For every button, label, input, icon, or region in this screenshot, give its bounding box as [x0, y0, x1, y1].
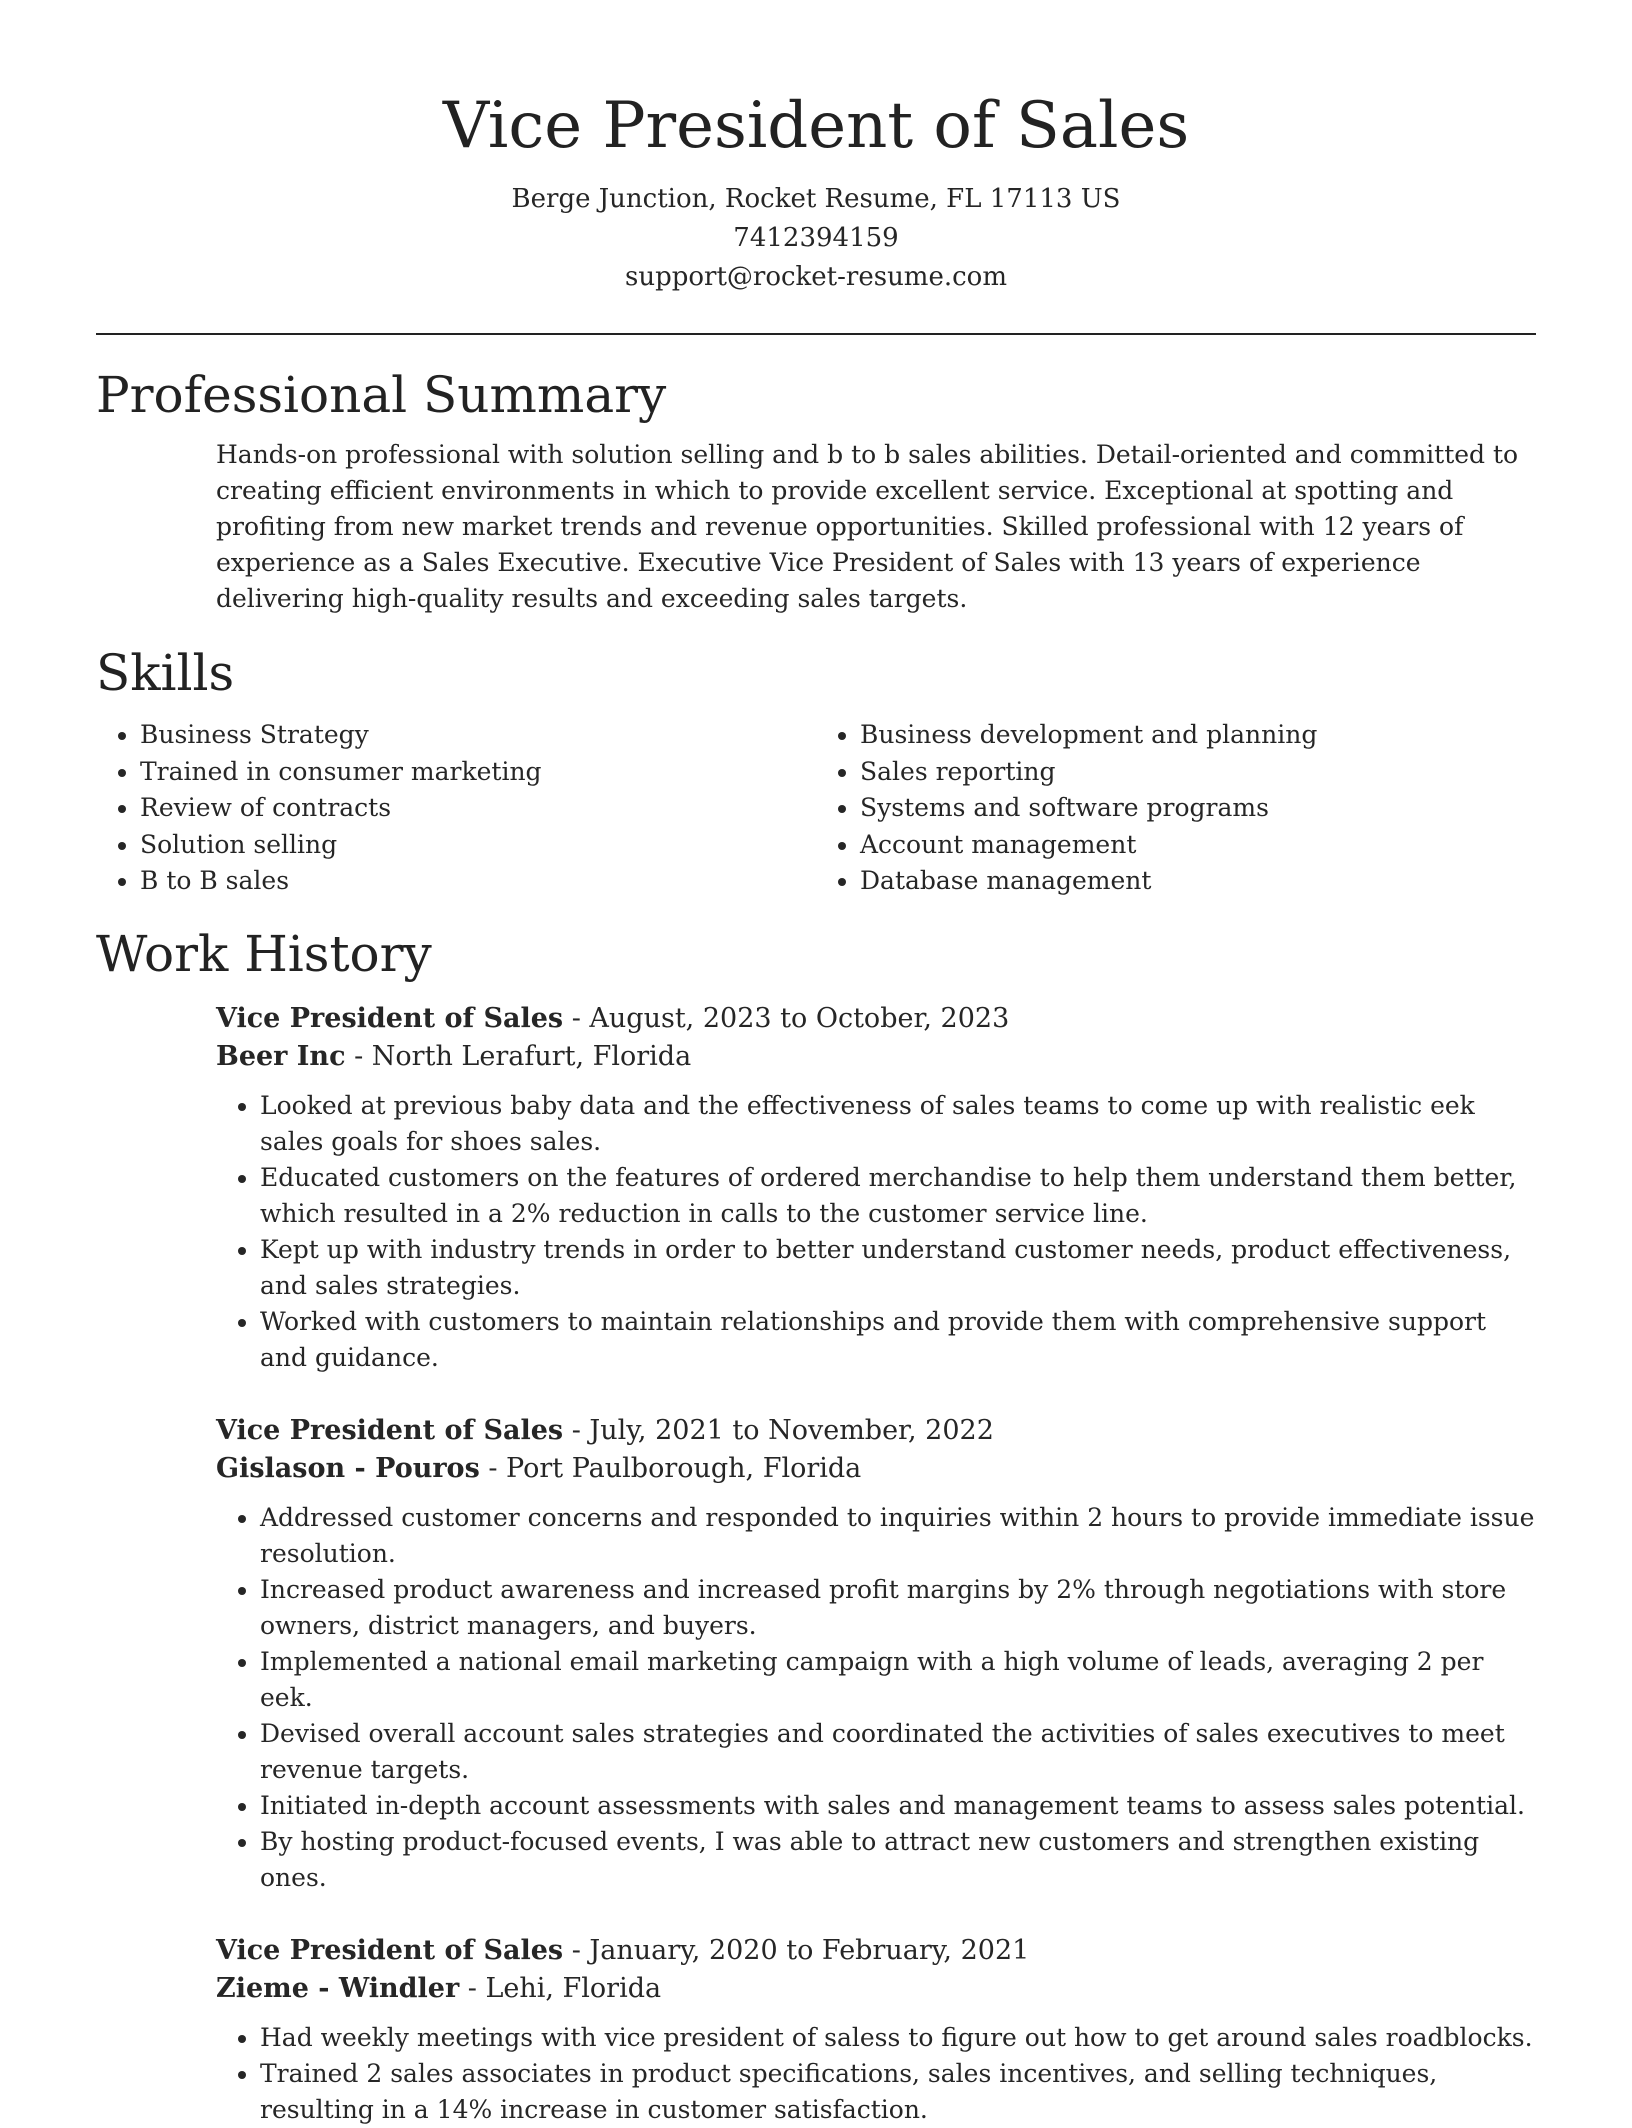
job-entry	[216, 1000, 1536, 1376]
job-role: Vice President of Sales	[216, 1934, 564, 1966]
job-bullet: • Implemented a national email marketing campaign with a high volume of leads, averaging 2 per eek.	[260, 1644, 1536, 1716]
work-history-title: Work History	[96, 924, 432, 983]
job-company-line	[216, 1038, 1536, 1076]
job-bullet: • Kept up with industry trends in order to better understand customer needs, product effectiveness, and sales strategies.	[260, 1232, 1536, 1304]
skills-column-left	[96, 717, 816, 900]
job-bullet: • Educated customers on the features of ordered merchandise to help them understand them better, which resulted in a 2% reduction in calls to the customer service line.	[260, 1160, 1536, 1232]
resume-header	[96, 82, 1536, 297]
contact-email: support@rocket-resume.com	[624, 262, 1007, 292]
job-title-line	[216, 1000, 1536, 1038]
job-dates: - August, 2023 to October, 2023	[563, 1002, 1010, 1034]
job-company: Beer Inc	[216, 1040, 346, 1072]
skill-item: • Solution selling	[140, 827, 816, 864]
skills-title: Skills	[96, 644, 235, 702]
job-role: Vice President of Sales	[216, 1002, 564, 1034]
job-bullet: • Increased product awareness and increased profit margins by 2% through negotiations with store owners, district managers, and buyers.	[260, 1572, 1536, 1644]
job-bullet: • Had weekly meetings with vice president of saless to figure out how to get around sales roadblocks.	[260, 2020, 1536, 2056]
summary-body	[216, 437, 1536, 617]
summary-title: Professional Summary	[96, 366, 667, 424]
skill-item: • Sales reporting	[860, 754, 1536, 791]
candidate-name: Vice President of Sales	[442, 89, 1190, 163]
job-dates: - January, 2020 to February, 2021	[563, 1934, 1030, 1966]
job-entry	[216, 1412, 1536, 1896]
job-bullets	[216, 2020, 1536, 2128]
job-company-line	[216, 1450, 1536, 1488]
skill-item: • Business development and planning	[860, 717, 1536, 754]
header-divider	[96, 333, 1536, 335]
work-history-section	[96, 922, 1536, 2128]
job-bullet: • Addressed customer concerns and responded to inquiries within 2 hours to provide immediate issue resolution.	[260, 1500, 1536, 1572]
work-history-body	[216, 1000, 1536, 2128]
skill-item: • Business Strategy	[140, 717, 816, 754]
skill-item: • Database management	[860, 863, 1536, 900]
skill-item: • Account management	[860, 827, 1536, 864]
skills-column-right	[816, 717, 1536, 900]
job-bullet: • Devised overall account sales strategies and coordinated the activities of sales executives to meet revenue targets.	[260, 1716, 1536, 1788]
job-company-line	[216, 1970, 1536, 2008]
skills-section	[96, 641, 1536, 900]
job-location: - North Lerafurt, Florida	[345, 1040, 692, 1072]
summary-section	[96, 363, 1536, 617]
job-entry	[216, 1932, 1536, 2128]
job-bullet: • Worked with customers to maintain relationships and provide them with comprehensive support and guidance.	[260, 1304, 1536, 1376]
job-bullets	[216, 1500, 1536, 1896]
contact-address: Berge Junction, Rocket Resume, FL 17113 US	[511, 184, 1121, 214]
skills-list	[96, 717, 1536, 900]
job-bullet: • Initiated in-depth account assessments with sales and management teams to assess sales potential.	[260, 1788, 1536, 1824]
job-title-line	[216, 1412, 1536, 1450]
skill-item: • Trained in consumer marketing	[140, 754, 816, 791]
job-bullet: • Trained 2 sales associates in product specifications, sales incentives, and selling techniques, resulting in a 14% increase in customer satisfaction.	[260, 2056, 1536, 2128]
contact-phone: 7412394159	[733, 223, 899, 253]
contact-block	[96, 180, 1536, 297]
job-bullets	[216, 1088, 1536, 1376]
job-dates: - July, 2021 to November, 2022	[563, 1414, 994, 1446]
job-location: - Lehi, Florida	[459, 1972, 662, 2004]
skill-item: • Systems and software programs	[860, 790, 1536, 827]
skill-item: • B to B sales	[140, 863, 816, 900]
job-company: Zieme - Windler	[216, 1972, 460, 2004]
job-company: Gislason - Pouros	[216, 1452, 480, 1484]
summary-text: Hands-on professional with solution selling and b to b sales abilities. Detail-oriented and committed to creating efficient environments in which to provide excellent service. Exceptional at spotting and profiting from new market trends and revenue opportunities. Skilled professional with 12 years of experience as a Sales Executive. Executive Vice President of Sales with 13 years of experience delivering high-quality results and exceeding sales targets.	[216, 440, 1519, 613]
job-bullet: • Looked at previous baby data and the effectiveness of sales teams to come up with realistic eek sales goals for shoes sales.	[260, 1088, 1536, 1160]
job-location: - Port Paulborough, Florida	[479, 1452, 862, 1484]
job-title-line	[216, 1932, 1536, 1970]
skill-item: • Review of contracts	[140, 790, 816, 827]
job-bullet: • By hosting product-focused events, I was able to attract new customers and strengthen existing ones.	[260, 1824, 1536, 1896]
job-role: Vice President of Sales	[216, 1414, 564, 1446]
